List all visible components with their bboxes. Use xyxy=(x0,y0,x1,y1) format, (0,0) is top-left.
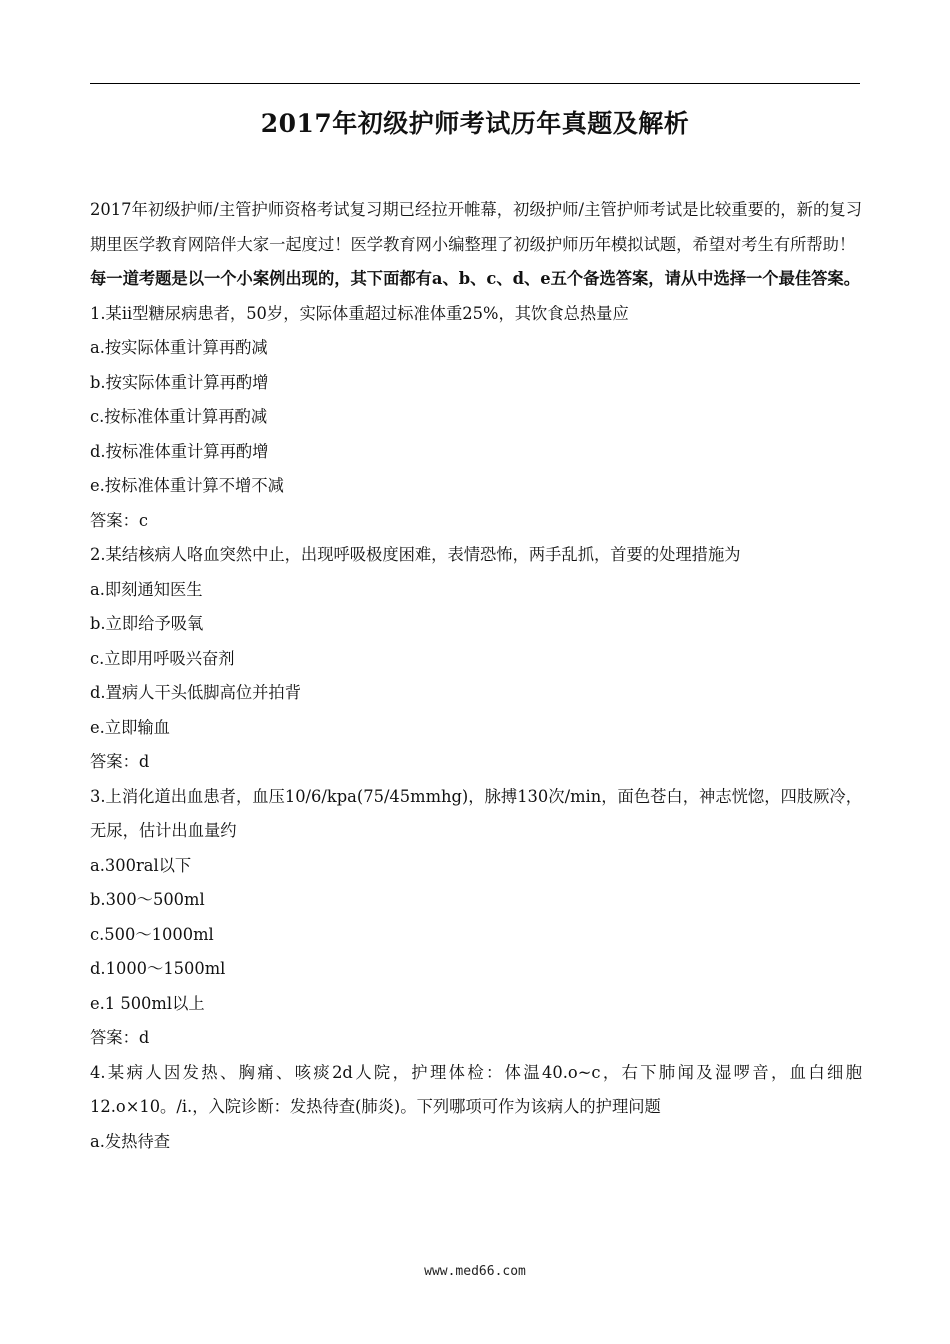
question-4 xyxy=(90,1056,862,1160)
answer-line: 答案：d xyxy=(90,752,150,771)
question-stem: 3.上消化道出血患者，血压10/6/kpa(75/45mmhg)，脉搏130次/min，面色苍白，神志恍惚，四肢厥冷，无尿，估计出血量约 xyxy=(90,786,862,840)
footer-url: www.med66.com xyxy=(424,1264,526,1279)
option-a: a.按实际体重计算再酌减 xyxy=(90,338,268,357)
option-a: a.即刻通知医生 xyxy=(90,579,203,599)
option-c: c.立即用呼吸兴奋剂 xyxy=(90,648,235,668)
option-e: e.1 500ml以上 xyxy=(90,993,205,1013)
question-2 xyxy=(90,538,862,780)
header-rule xyxy=(90,83,860,84)
question-stem: 1.某ii型糖尿病患者，50岁，实际体重超过标准体重25%，其饮食总热量应 xyxy=(90,303,629,323)
option-d: d.置病人干头低脚高位并拍背 xyxy=(90,683,301,702)
answer-line: 答案：c xyxy=(90,510,148,530)
question-1 xyxy=(90,297,862,539)
option-a: a.发热待查 xyxy=(90,1131,171,1151)
question-3 xyxy=(90,780,862,1056)
instruction-paragraph: 每一道考题是以一个小案例出现的，其下面都有a、b、c、d、e五个备选答案，请从中选择一个最佳答案。 xyxy=(90,269,860,288)
page-title: 2017年初级护师考试历年真题及解析 xyxy=(260,109,690,138)
option-b: b.按实际体重计算再酌增 xyxy=(90,372,269,392)
option-d: d.1000～1500ml xyxy=(90,959,226,978)
question-stem: 2.某结核病人咯血突然中止，出现呼吸极度困难，表情恐怖，两手乱抓，首要的处理措施为 xyxy=(90,545,741,564)
answer-line: 答案：d xyxy=(90,1028,150,1047)
option-b: b.立即给予吸氧 xyxy=(90,614,204,633)
option-e: e.按标准体重计算不增不减 xyxy=(90,476,284,495)
option-e: e.立即输血 xyxy=(90,717,170,737)
option-c: c.500～1000ml xyxy=(90,924,214,944)
intro-paragraph: 2017年初级护师/主管护师资格考试复习期已经拉开帷幕，初级护师/主管护师考试是比较重要的，新的复习期里医学教育网陪伴大家一起度过！医学教育网小编整理了初级护师历年模拟试题，希望对考生有所帮助！ xyxy=(90,200,862,254)
question-stem: 4.某病人因发热、胸痛、咳痰2d人院，护理体检：体温40.o~c，右下肺闻及湿啰音，血白细胞12.o×10。/i.，入院诊断：发热待查(肺炎)。下列哪项可作为该病人的护理问题 xyxy=(90,1062,862,1116)
document-body xyxy=(90,193,862,1159)
option-a: a.300ral以下 xyxy=(90,855,192,875)
option-d: d.按标准体重计算再酌增 xyxy=(90,441,269,461)
option-b: b.300～500ml xyxy=(90,890,205,909)
option-c: c.按标准体重计算再酌减 xyxy=(90,407,268,426)
